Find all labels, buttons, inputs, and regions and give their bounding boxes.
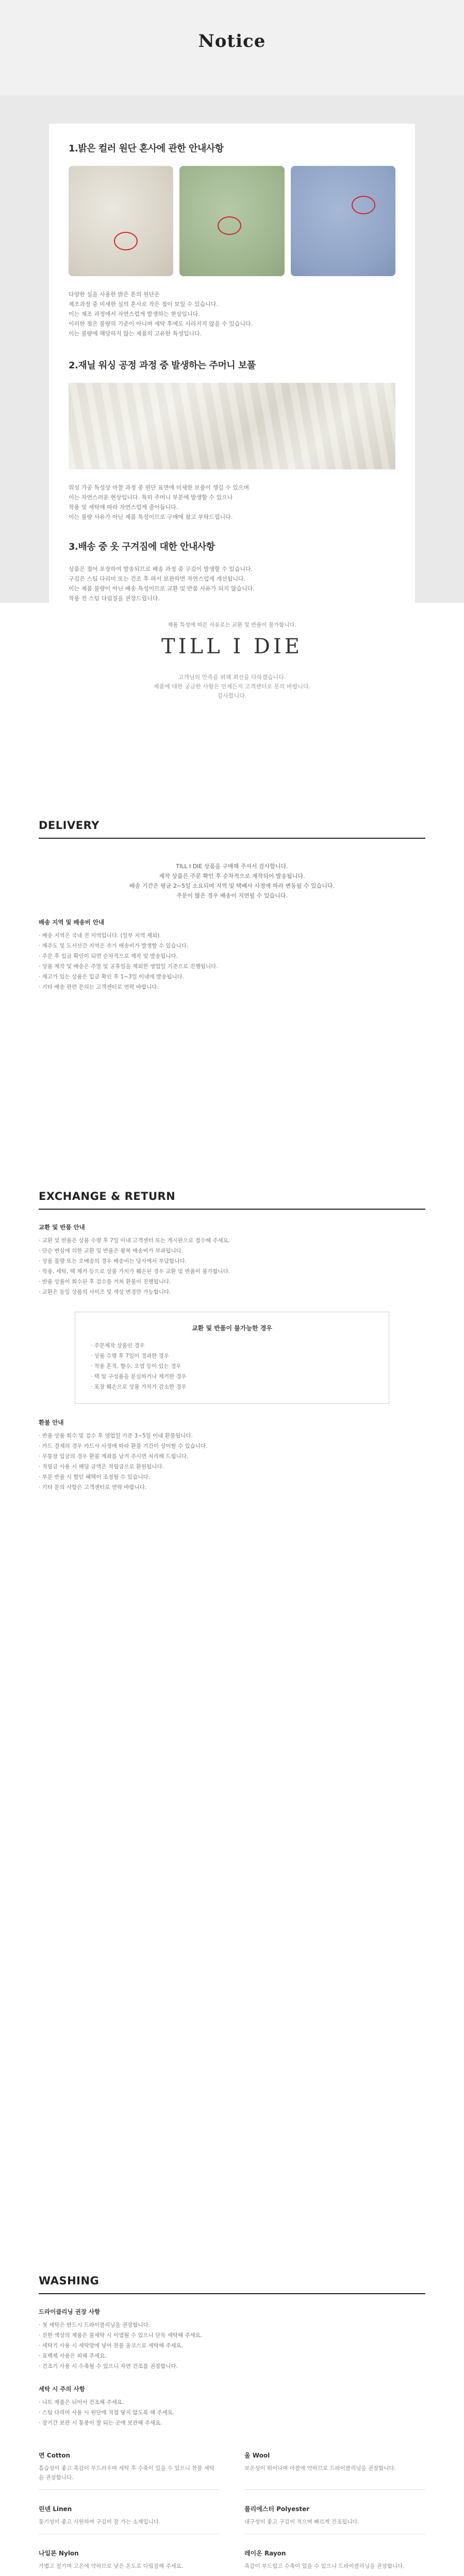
notice-section-1-text [69, 290, 395, 338]
fabric-desc: 촉감이 부드럽고 수축이 있을 수 있으니 드라이클리닝을 권장합니다. [244, 2563, 405, 2569]
list-item: · 포장 훼손으로 상품 가치가 감소한 경우 [91, 1384, 187, 1390]
list-item: · 적립금 사용 시 해당 금액은 적립금으로 환원됩니다. [39, 1464, 164, 1470]
notice-text-line: 착용 전 스팀 다림질을 권장드립니다. [69, 595, 160, 602]
list-item: · 기타 문의 사항은 고객센터로 연락 바랍니다. [39, 1484, 147, 1490]
exchange-section [0, 1190, 464, 2275]
fabric-care-item [39, 2549, 220, 2576]
notice-text-line: 구김은 스팀 다리미 또는 건조 후 펴서 보관하면 자연스럽게 개선됩니다. [69, 575, 246, 582]
list-item: · 주문제작 상품인 경우 [91, 1343, 145, 1349]
list-item: · 교환 및 반품은 상품 수령 후 7일 이내 고객센터 또는 게시판으로 접수해 주세요. [39, 1238, 230, 1244]
list-item: · 상품 수령 후 7일이 경과한 경우 [91, 1353, 169, 1359]
fabric-name: 폴리에스터 Polyester [244, 2505, 310, 2513]
list-item: · 상품 제작 및 배송은 주말 및 공휴일을 제외한 영업일 기준으로 진행됩니다. [39, 963, 218, 970]
fabric-care-item [244, 2504, 425, 2534]
fabric-sample-blue [291, 166, 395, 276]
defect-highlight-circle [352, 196, 375, 214]
list-item: · 재고가 있는 상품은 입금 확인 후 1~3일 이내에 발송됩니다. [39, 974, 185, 980]
fabric-care-item [39, 2504, 220, 2534]
list-item: · 제주도 및 도서산간 지역은 추가 배송비가 발생할 수 있습니다. [39, 943, 189, 949]
brand-subtext-line: 고객님의 만족을 위해 최선을 다하겠습니다. [178, 674, 286, 681]
delivery-intro-line: 배송 기간은 평균 2~5일 소요되며 지역 및 택배사 사정에 따라 변동될 수 있습니다. [129, 883, 335, 889]
list-item: · 니트 제품은 뉘어서 건조해 주세요. [39, 2399, 124, 2405]
list-item: · 표백제 사용은 피해 주세요. [39, 2353, 107, 2359]
list-item: · 장기간 보관 시 통풍이 잘 되는 곳에 보관해 주세요. [39, 2420, 162, 2426]
delivery-info-head: 배송 지역 및 배송비 안내 [39, 919, 105, 926]
notice-card [49, 124, 415, 628]
exchange-intro-list [39, 1235, 425, 1297]
notice-header [0, 0, 464, 95]
fabric-sample-images [69, 166, 395, 276]
list-item: · 건조기 사용 시 수축될 수 있으니 자연 건조를 권장합니다. [39, 2363, 178, 2369]
washing-section [0, 2275, 464, 2576]
fabric-sample-cream [69, 166, 173, 276]
washing-head-2: 세탁 시 주의 사항 [39, 2385, 85, 2393]
fabric-care-item [39, 2451, 220, 2490]
washing-title: WASHING [39, 2275, 425, 2294]
notice-text-line: 제조과정 중 미세한 실의 혼사로 작은 점이 보일 수 있습니다. [69, 301, 218, 308]
defect-highlight-circle [114, 232, 138, 250]
list-item: · 주문 후 입금 확인이 되면 순차적으로 제작 및 발송됩니다. [39, 953, 178, 959]
exchange-intro-head: 교환 및 반품 안내 [39, 1224, 85, 1231]
exchange-title: EXCHANGE & RETURN [39, 1190, 425, 1210]
washing-list-1 [39, 2320, 425, 2371]
fabric-name: 린넨 Linen [39, 2505, 72, 2513]
brand-section [0, 603, 464, 806]
notice-text-line: 이는 불량에 해당하지 않는 제품의 고유한 특성입니다. [69, 330, 202, 337]
fabric-desc: 내구성이 좋고 구김이 적으며 빠르게 건조됩니다. [244, 2519, 359, 2525]
fabric-care-grid [39, 2451, 425, 2576]
non-returnable-head: 교환 및 반품이 불가능한 경우 [192, 1325, 272, 1332]
list-item: · 진한 색상의 제품은 물세탁 시 이염될 수 있으니 단독 세탁해 주세요. [39, 2332, 203, 2338]
notice-text-line: 이러한 점은 불량의 기준이 아니며 세탁 후에도 사라지지 않을 수 있습니다. [69, 320, 253, 327]
notice-section-2-text [69, 483, 395, 522]
fabric-name: 면 Cotton [39, 2452, 71, 2459]
list-item: · 부분 반품 시 할인 혜택이 조정될 수 있습니다. [39, 1474, 150, 1480]
non-returnable-box [75, 1312, 389, 1404]
fabric-desc: 보온성이 뛰어나며 마찰에 약하므로 드라이클리닝을 권장합니다. [244, 2465, 396, 2471]
list-item: · 첫 세탁은 반드시 드라이클리닝을 권장합니다. [39, 2322, 151, 2328]
notice-footnote: 제품 특성에 따른 사유로는 교환 및 반품이 불가합니다. [168, 622, 296, 628]
fabric-care-item [244, 2549, 425, 2576]
fabric-name: 나일론 Nylon [39, 2550, 79, 2557]
list-item: · 착용 흔적, 향수, 오염 등이 있는 경우 [91, 1363, 181, 1369]
notice-section-3-text [69, 564, 395, 603]
list-item: · 택 및 구성품을 분실하거나 제거한 경우 [91, 1374, 187, 1380]
notice-text-line: 이는 불량 사유가 아닌 제품 특성이므로 구매에 참고 부탁드립니다. [69, 514, 233, 520]
fabric-pilling-image [69, 383, 395, 469]
defect-highlight-circle [218, 216, 241, 235]
brand-subtext [0, 673, 464, 701]
fabric-desc: 흡습성이 좋고 촉감이 부드러우며 세탁 후 수축이 있을 수 있으니 찬물 세탁을 권장합니다. [39, 2465, 215, 2481]
notice-text-line: 이는 제조 과정에서 자연스럽게 발생하는 현상입니다. [69, 311, 200, 317]
delivery-intro-line: 주문이 많은 경우 배송이 지연될 수 있습니다. [176, 892, 288, 899]
refund-head: 환불 안내 [39, 1419, 64, 1426]
refund-list [39, 1431, 425, 1493]
notice-text-line: 다양한 실을 사용한 밝은 톤의 원단은 [69, 291, 160, 298]
delivery-intro [39, 861, 425, 901]
notice-section-3-title: 3.배송 중 옷 구겨짐에 대한 안내사항 [69, 541, 215, 552]
brand-subtext-line: 감사합니다. [217, 692, 247, 699]
delivery-info [39, 918, 425, 992]
notice-text-line: 착용 및 세탁에 따라 자연스럽게 줄어듭니다. [69, 504, 178, 511]
delivery-title: DELIVERY [39, 819, 425, 839]
washing-head-1: 드라이클리닝 권장 사항 [39, 2308, 101, 2315]
fabric-desc: 통기성이 좋고 시원하며 구김이 잘 가는 소재입니다. [39, 2519, 161, 2525]
list-item: · 착용, 세탁, 택 제거 등으로 상품 가치가 훼손된 경우 교환 및 반품이 불가합니다. [39, 1268, 230, 1275]
list-item: · 배송 지역은 국내 전 지역입니다. (일부 지역 제외) [39, 933, 160, 939]
list-item: · 상품 불량 또는 오배송의 경우 배송비는 당사에서 부담합니다. [39, 1258, 187, 1264]
notice-text-line: 워싱 가공 특성상 마찰 과정 중 원단 표면에 미세한 보풀이 생길 수 있으며 [69, 484, 250, 491]
fabric-care-item [244, 2451, 425, 2490]
non-returnable-list [91, 1341, 373, 1392]
delivery-intro-line: TILL I DIE 상품을 구매해 주셔서 감사합니다. [176, 863, 288, 870]
list-item: · 무통장 입금의 경우 환불 계좌를 남겨 주시면 처리해 드립니다. [39, 1453, 189, 1460]
list-item: · 기타 배송 관련 문의는 고객센터로 연락 바랍니다. [39, 984, 159, 990]
fabric-name: 레이온 Rayon [244, 2550, 286, 2557]
delivery-section [0, 806, 464, 1190]
notice-text-line: 상품은 접어 포장하여 발송되므로 배송 과정 중 구김이 발생할 수 있습니다. [69, 566, 253, 572]
notice-section-2-title: 2.재닐 워싱 공정 과정 중 발생하는 주머니 보풀 [69, 360, 256, 371]
fabric-sample-green [179, 166, 284, 276]
list-item: · 교환은 동일 상품의 사이즈 및 색상 변경만 가능합니다. [39, 1289, 171, 1295]
list-item: · 반품 상품이 회수된 후 검수를 거쳐 환불이 진행됩니다. [39, 1279, 171, 1285]
notice-section-1-title: 1.밝은 컬러 원단 혼사에 관한 안내사항 [69, 143, 224, 154]
delivery-info-list [39, 930, 425, 992]
washing-list-2 [39, 2397, 425, 2428]
notice-body [0, 95, 464, 628]
list-item: · 단순 변심에 의한 교환 및 반품은 왕복 배송비가 부과됩니다. [39, 1248, 184, 1254]
list-item: · 반품 상품 회수 및 검수 후 영업일 기준 3~5일 이내 환불됩니다. [39, 1433, 193, 1439]
notice-text-line: 이는 제품 불량이 아닌 배송 특성이므로 교환 및 반품 사유가 되지 않습니다. [69, 585, 255, 592]
notice-title: Notice [198, 31, 266, 52]
list-item: · 세탁기 사용 시 세탁망에 넣어 찬물 울코스로 세탁해 주세요. [39, 2343, 184, 2349]
list-item: · 스팀 다리미 사용 시 원단에 직접 닿지 않도록 해 주세요. [39, 2410, 175, 2416]
brand-subtext-line: 제품에 대한 궁금한 사항은 언제든지 고객센터로 문의 바랍니다. [153, 683, 311, 690]
notice-text-line: 이는 자연스러운 현상입니다. 특히 주머니 부분에 발생할 수 있으나 [69, 494, 233, 501]
fabric-name: 울 Wool [244, 2452, 270, 2459]
brand-logo: TILL I DIE [161, 635, 303, 658]
list-item: · 카드 결제의 경우 카드사 사정에 따라 환불 기간이 상이할 수 있습니다. [39, 1443, 208, 1449]
delivery-intro-line: 제작 상품은 주문 확인 후 순차적으로 제작되어 발송됩니다. [159, 873, 305, 879]
fabric-desc: 가볍고 질기며 고온에 약하므로 낮은 온도로 다림질해 주세요. [39, 2563, 184, 2569]
